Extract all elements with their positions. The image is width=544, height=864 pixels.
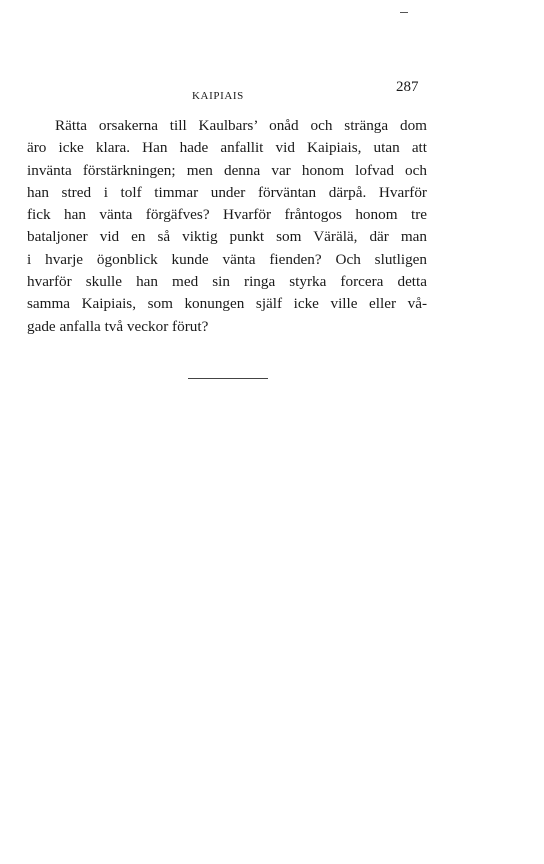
text-line: äro icke klara. Han hade anfallit vid Kaipiais, utan att xyxy=(27,139,427,157)
text-line: invänta förstärkningen; men denna var honom lofvad och xyxy=(27,161,427,179)
running-head: KAIPIAIS xyxy=(192,90,244,102)
text-line: fick han vänta förgäfves? Hvarför fråntogos honom tre xyxy=(27,206,427,224)
page-number: 287 xyxy=(396,79,419,95)
text-line: han stred i tolf timmar under förväntan därpå. Hvarför xyxy=(27,183,427,201)
text-line: Rätta orsakerna till Kaulbars’ onåd och stränga dom xyxy=(55,117,427,134)
text-line: bataljoner vid en så viktig punkt som Värälä, där man xyxy=(27,228,427,246)
body-paragraph xyxy=(27,115,427,338)
text-line: samma Kaipiais, som konungen själf icke ville eller vå- xyxy=(27,295,427,313)
page-corner-mark xyxy=(400,12,408,13)
text-line: i hvarje ögonblick kunde vänta fienden? Och slutligen xyxy=(27,250,427,268)
text-line: gade anfalla två veckor förut? xyxy=(27,317,209,335)
section-end-rule xyxy=(188,378,268,379)
text-line: hvarför skulle han med sin ringa styrka forcera detta xyxy=(27,273,427,291)
